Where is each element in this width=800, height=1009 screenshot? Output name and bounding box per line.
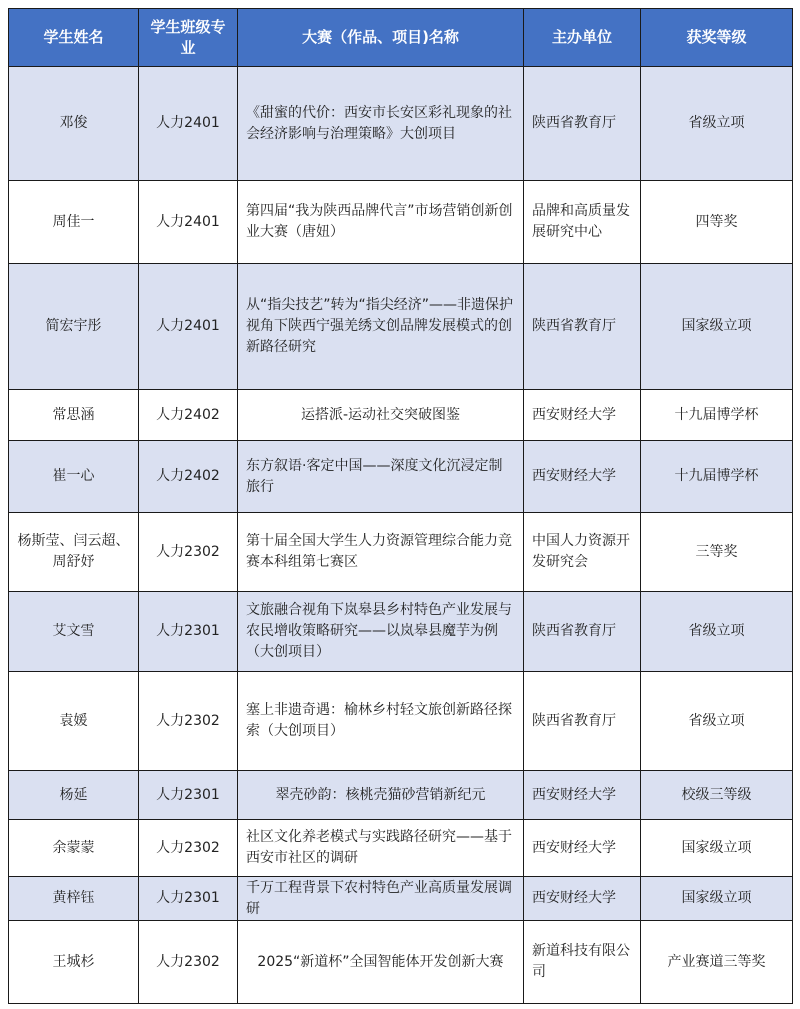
class-major-cell: 人力2302: [139, 820, 238, 877]
table-row: [9, 67, 793, 181]
organizer-cell: 品牌和高质量发展研究中心: [524, 181, 641, 264]
class-major-cell: 人力2401: [139, 67, 238, 181]
award-level-cell: 省级立项: [641, 67, 793, 181]
student-name-cell: 杨斯莹、闫云超、周舒妤: [9, 513, 139, 592]
award-level-cell: 十九届博学杯: [641, 441, 793, 513]
award-level-cell: 产业赛道三等奖: [641, 921, 793, 1004]
contest-name-cell: 2025“新道杯”全国智能体开发创新大赛: [238, 921, 524, 1004]
student-name-cell: 周佳一: [9, 181, 139, 264]
award-level-cell: 国家级立项: [641, 820, 793, 877]
header-row: [9, 9, 793, 67]
student-name-cell: 王城杉: [9, 921, 139, 1004]
class-major-cell: 人力2401: [139, 264, 238, 390]
class-major-cell: 人力2301: [139, 877, 238, 921]
class-major-cell: 人力2402: [139, 390, 238, 441]
organizer-cell: 陕西省教育厅: [524, 67, 641, 181]
student-name-cell: 杨延: [9, 771, 139, 820]
contest-name-cell: 社区文化养老模式与实践路径研究——基于西安市社区的调研: [238, 820, 524, 877]
class-major-cell: 人力2301: [139, 592, 238, 672]
organizer-cell: 陕西省教育厅: [524, 592, 641, 672]
header-contest-name: 大赛（作品、项目)名称: [238, 9, 524, 67]
contest-name-cell: 翠壳砂韵：核桃壳猫砂营销新纪元: [238, 771, 524, 820]
header-student-name: 学生姓名: [9, 9, 139, 67]
header-organizer: 主办单位: [524, 9, 641, 67]
organizer-cell: 陕西省教育厅: [524, 264, 641, 390]
organizer-cell: 西安财经大学: [524, 441, 641, 513]
contest-name-cell: 从“指尖技艺”转为“指尖经济”——非遗保护视角下陕西宁强羌绣文创品牌发展模式的创新路径研究: [238, 264, 524, 390]
class-major-cell: 人力2302: [139, 921, 238, 1004]
table-row: [9, 771, 793, 820]
contest-name-cell: 第四届“我为陕西品牌代言”市场营销创新创业大赛（唐妞）: [238, 181, 524, 264]
organizer-cell: 中国人力资源开发研究会: [524, 513, 641, 592]
award-level-cell: 三等奖: [641, 513, 793, 592]
table-row: [9, 441, 793, 513]
contest-name-cell: 文旅融合视角下岚皋县乡村特色产业发展与农民增收策略研究——以岚皋县魔芋为例（大创项目）: [238, 592, 524, 672]
contest-name-cell: 《甜蜜的代价：西安市长安区彩礼现象的社会经济影响与治理策略》大创项目: [238, 67, 524, 181]
organizer-cell: 西安财经大学: [524, 877, 641, 921]
student-name-cell: 崔一心: [9, 441, 139, 513]
class-major-cell: 人力2401: [139, 181, 238, 264]
table-row: [9, 672, 793, 771]
table-row: [9, 181, 793, 264]
contest-name-cell: 塞上非遗奇遇：榆林乡村轻文旅创新路径探索（大创项目）: [238, 672, 524, 771]
class-major-cell: 人力2301: [139, 771, 238, 820]
student-name-cell: 余蒙蒙: [9, 820, 139, 877]
award-level-cell: 国家级立项: [641, 264, 793, 390]
table-row: [9, 921, 793, 1004]
organizer-cell: 西安财经大学: [524, 771, 641, 820]
student-name-cell: 艾文雪: [9, 592, 139, 672]
organizer-cell: 西安财经大学: [524, 820, 641, 877]
organizer-cell: 西安财经大学: [524, 390, 641, 441]
table-row: [9, 264, 793, 390]
award-level-cell: 十九届博学杯: [641, 390, 793, 441]
organizer-cell: 陕西省教育厅: [524, 672, 641, 771]
class-major-cell: 人力2402: [139, 441, 238, 513]
contest-name-cell: 千万工程背景下农村特色产业高质量发展调研: [238, 877, 524, 921]
table-row: [9, 820, 793, 877]
student-name-cell: 黄梓钰: [9, 877, 139, 921]
contest-name-cell: 东方叙语·客定中国——深度文化沉浸定制旅行: [238, 441, 524, 513]
student-name-cell: 邓俊: [9, 67, 139, 181]
award-level-cell: 省级立项: [641, 592, 793, 672]
contest-name-cell: 运搭派-运动社交突破图鉴: [238, 390, 524, 441]
class-major-cell: 人力2302: [139, 513, 238, 592]
table-row: [9, 513, 793, 592]
awards-table: [8, 8, 793, 1004]
header-class-major: 学生班级专业: [139, 9, 238, 67]
award-level-cell: 校级三等级: [641, 771, 793, 820]
award-level-cell: 四等奖: [641, 181, 793, 264]
student-name-cell: 袁媛: [9, 672, 139, 771]
award-level-cell: 国家级立项: [641, 877, 793, 921]
table-row: [9, 877, 793, 921]
student-name-cell: 常思涵: [9, 390, 139, 441]
award-level-cell: 省级立项: [641, 672, 793, 771]
class-major-cell: 人力2302: [139, 672, 238, 771]
table-row: [9, 592, 793, 672]
student-name-cell: 简宏宇彤: [9, 264, 139, 390]
contest-name-cell: 第十届全国大学生人力资源管理综合能力竞赛本科组第七赛区: [238, 513, 524, 592]
organizer-cell: 新道科技有限公司: [524, 921, 641, 1004]
header-award-level: 获奖等级: [641, 9, 793, 67]
table-row: [9, 390, 793, 441]
